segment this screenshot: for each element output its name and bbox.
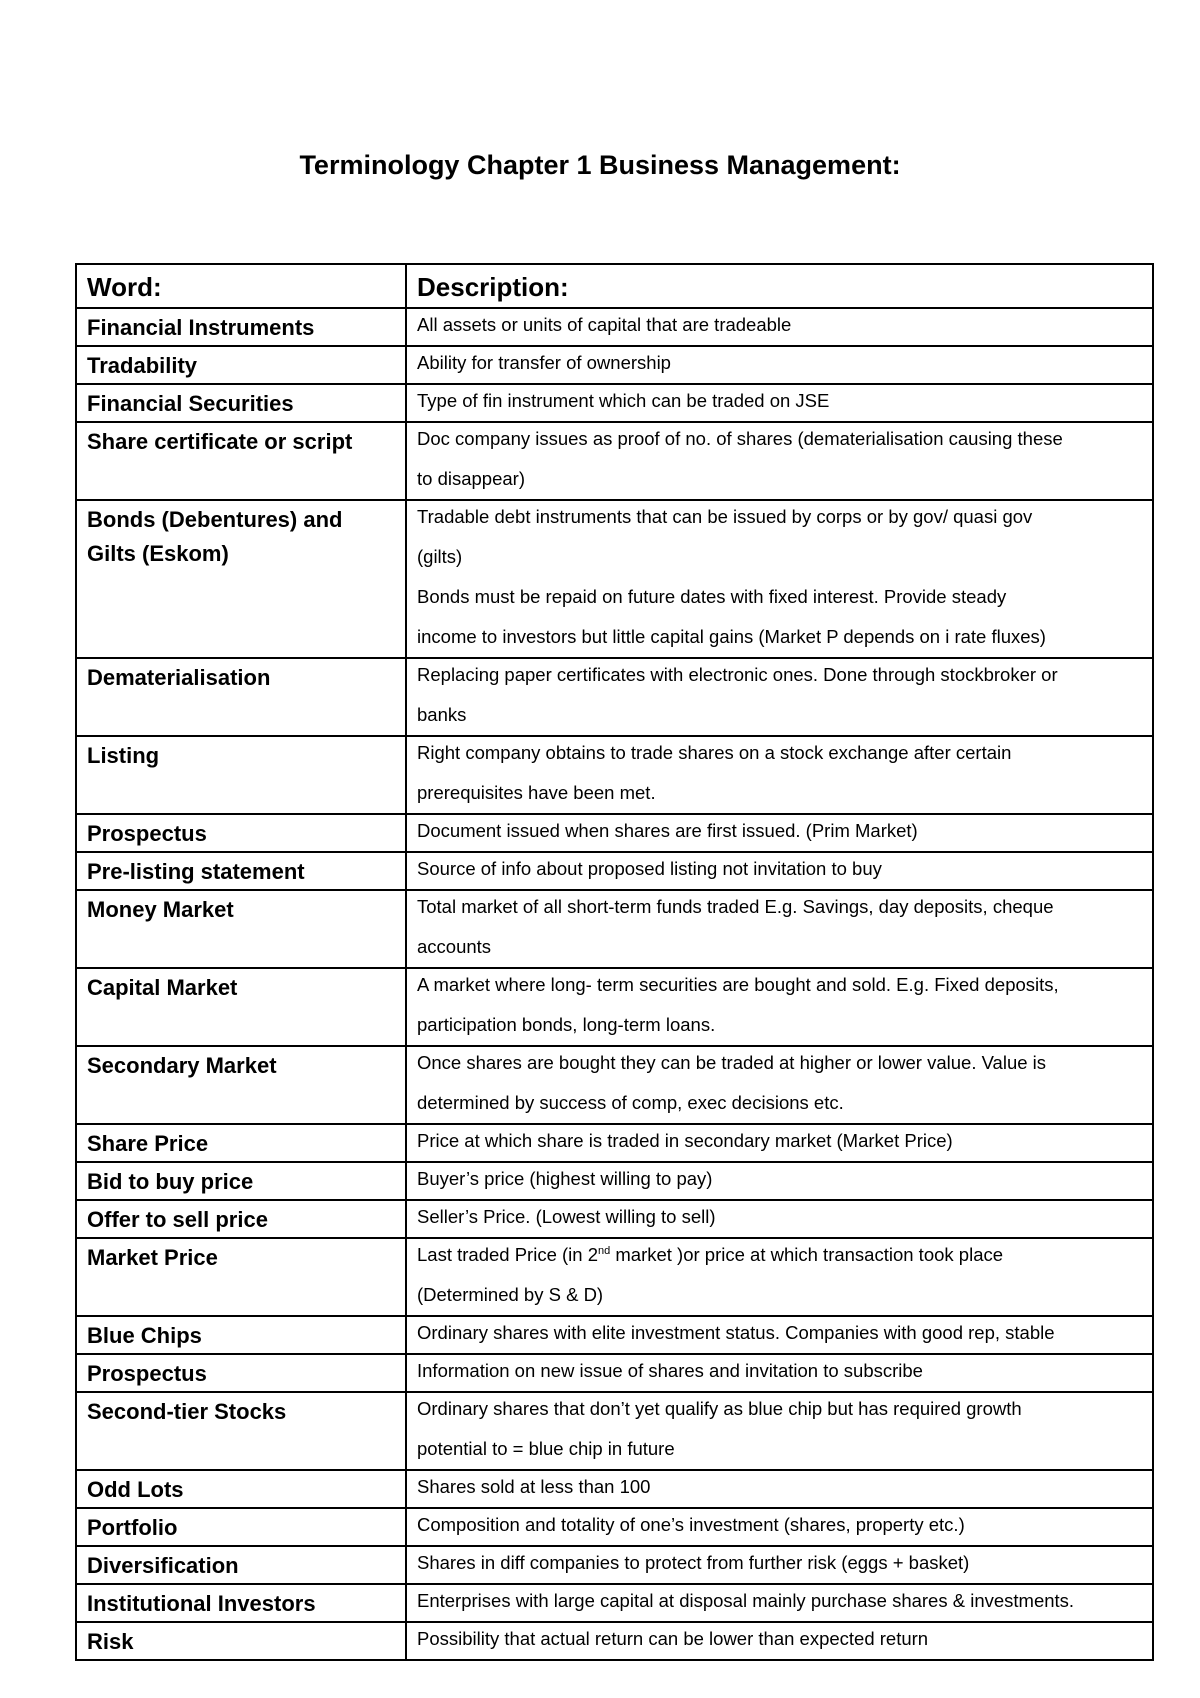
- description-line: Enterprises with large capital at disposal mainly purchase shares & investments.: [417, 1590, 1075, 1611]
- term-word: Secondary Market: [76, 1046, 406, 1124]
- description-line: Type of fin instrument which can be traded on JSE: [417, 390, 830, 411]
- term-description: [406, 1162, 1153, 1200]
- term-word: Bonds (Debentures) and Gilts (Eskom): [76, 500, 406, 658]
- term-description: [406, 1546, 1153, 1584]
- term-word: Institutional Investors: [76, 1584, 406, 1622]
- table-row: [76, 1238, 1153, 1316]
- description-line: A market where long- term securities are bought and sold. E.g. Fixed deposits,: [417, 974, 1059, 995]
- description-line: Composition and totality of one’s investment (shares, property etc.): [417, 1514, 965, 1535]
- table-row: [76, 308, 1153, 346]
- term-description: [406, 1622, 1153, 1660]
- term-word: Market Price: [76, 1238, 406, 1316]
- description-line: Total market of all short-term funds traded E.g. Savings, day deposits, cheque: [417, 896, 1054, 917]
- table-row: [76, 1200, 1153, 1238]
- table-row: [76, 1124, 1153, 1162]
- description-line: Shares in diff companies to protect from further risk (eggs + basket): [417, 1552, 970, 1573]
- term-word: Financial Instruments: [76, 308, 406, 346]
- term-description: [406, 308, 1153, 346]
- term-description: [406, 1470, 1153, 1508]
- description-line: Shares sold at less than 100: [417, 1476, 651, 1497]
- description-line: Seller’s Price. (Lowest willing to sell): [417, 1206, 716, 1227]
- table-row: [76, 1584, 1153, 1622]
- term-description: [406, 814, 1153, 852]
- table-row: [76, 658, 1153, 736]
- term-description: [406, 1316, 1153, 1354]
- description-line: Document issued when shares are first issued. (Prim Market): [417, 820, 918, 841]
- table-row: [76, 968, 1153, 1046]
- description-line: to disappear): [417, 468, 525, 489]
- description-line: potential to = blue chip in future: [417, 1438, 675, 1459]
- description-line: Tradable debt instruments that can be issued by corps or by gov/ quasi gov: [417, 506, 1033, 527]
- term-description: [406, 968, 1153, 1046]
- description-line: (Determined by S & D): [417, 1284, 604, 1305]
- description-line: participation bonds, long-term loans.: [417, 1014, 716, 1035]
- term-description: [406, 500, 1153, 658]
- page-title: Terminology Chapter 1 Business Management:: [299, 150, 901, 180]
- table-row: [76, 1354, 1153, 1392]
- description-line: Last traded Price (in 2nd market )or price at which transaction took place: [417, 1244, 1004, 1265]
- term-word: Bid to buy price: [76, 1162, 406, 1200]
- table-row: [76, 1392, 1153, 1470]
- table-row: [76, 500, 1153, 658]
- description-line: determined by success of comp, exec decisions etc.: [417, 1092, 844, 1113]
- term-word: Portfolio: [76, 1508, 406, 1546]
- term-word: Risk: [76, 1622, 406, 1660]
- term-word: Second-tier Stocks: [76, 1392, 406, 1470]
- description-line: Ability for transfer of ownership: [417, 352, 671, 373]
- table-row: [76, 422, 1153, 500]
- term-word: Prospectus: [76, 814, 406, 852]
- description-line: Possibility that actual return can be lower than expected return: [417, 1628, 929, 1649]
- description-line: Ordinary shares with elite investment status. Companies with good rep, stable: [417, 1322, 1055, 1343]
- table-row: [76, 346, 1153, 384]
- term-word: Offer to sell price: [76, 1200, 406, 1238]
- description-line: banks: [417, 704, 467, 725]
- description-line: Once shares are bought they can be traded at higher or lower value. Value is: [417, 1052, 1047, 1073]
- term-word: Money Market: [76, 890, 406, 968]
- table-row: [76, 1046, 1153, 1124]
- table-row: [76, 1470, 1153, 1508]
- terminology-table: [75, 263, 1154, 1661]
- description-line: income to investors but little capital gains (Market P depends on i rate fluxes): [417, 626, 1046, 647]
- description-line: Replacing paper certificates with electronic ones. Done through stockbroker or: [417, 664, 1058, 685]
- term-description: [406, 1354, 1153, 1392]
- term-word: Diversification: [76, 1546, 406, 1584]
- description-column-header: Description:: [406, 264, 1153, 308]
- table-row: [76, 890, 1153, 968]
- table-header-row: [76, 264, 1153, 308]
- table-row: [76, 736, 1153, 814]
- term-word: Prospectus: [76, 1354, 406, 1392]
- term-description: [406, 852, 1153, 890]
- term-description: [406, 1200, 1153, 1238]
- term-word: Pre-listing statement: [76, 852, 406, 890]
- table-row: [76, 1622, 1153, 1660]
- term-word: Tradability: [76, 346, 406, 384]
- description-line: accounts: [417, 936, 492, 957]
- description-line: Buyer’s price (highest willing to pay): [417, 1168, 713, 1189]
- term-description: [406, 1392, 1153, 1470]
- term-word: Share certificate or script: [76, 422, 406, 500]
- term-word: Share Price: [76, 1124, 406, 1162]
- description-line: Price at which share is traded in secondary market (Market Price): [417, 1130, 953, 1151]
- term-word: Odd Lots: [76, 1470, 406, 1508]
- table-row: [76, 852, 1153, 890]
- description-line: Source of info about proposed listing not invitation to buy: [417, 858, 882, 879]
- term-description: [406, 658, 1153, 736]
- term-description: [406, 422, 1153, 500]
- table-row: [76, 1546, 1153, 1584]
- term-description: [406, 890, 1153, 968]
- description-line: Bonds must be repaid on future dates with fixed interest. Provide steady: [417, 586, 1007, 607]
- term-word: Blue Chips: [76, 1316, 406, 1354]
- term-description: [406, 1124, 1153, 1162]
- table-row: [76, 1162, 1153, 1200]
- term-word: Dematerialisation: [76, 658, 406, 736]
- term-word: Capital Market: [76, 968, 406, 1046]
- word-column-header: Word:: [76, 264, 406, 308]
- table-row: [76, 814, 1153, 852]
- term-description: [406, 346, 1153, 384]
- term-description: [406, 1508, 1153, 1546]
- description-line: prerequisites have been met.: [417, 782, 656, 803]
- table-row: [76, 384, 1153, 422]
- term-description: [406, 1238, 1153, 1316]
- table-row: [76, 1316, 1153, 1354]
- term-description: [406, 736, 1153, 814]
- term-description: [406, 1584, 1153, 1622]
- term-description: [406, 1046, 1153, 1124]
- term-description: [406, 384, 1153, 422]
- description-line: Ordinary shares that don’t yet qualify as blue chip but has required growth: [417, 1398, 1022, 1419]
- description-line: All assets or units of capital that are tradeable: [417, 314, 792, 335]
- description-line: Information on new issue of shares and invitation to subscribe: [417, 1360, 923, 1381]
- term-word: Listing: [76, 736, 406, 814]
- description-line: Doc company issues as proof of no. of shares (dematerialisation causing these: [417, 428, 1063, 449]
- description-line: Right company obtains to trade shares on a stock exchange after certain: [417, 742, 1012, 763]
- table-row: [76, 1508, 1153, 1546]
- term-word: Financial Securities: [76, 384, 406, 422]
- description-line: (gilts): [417, 546, 463, 567]
